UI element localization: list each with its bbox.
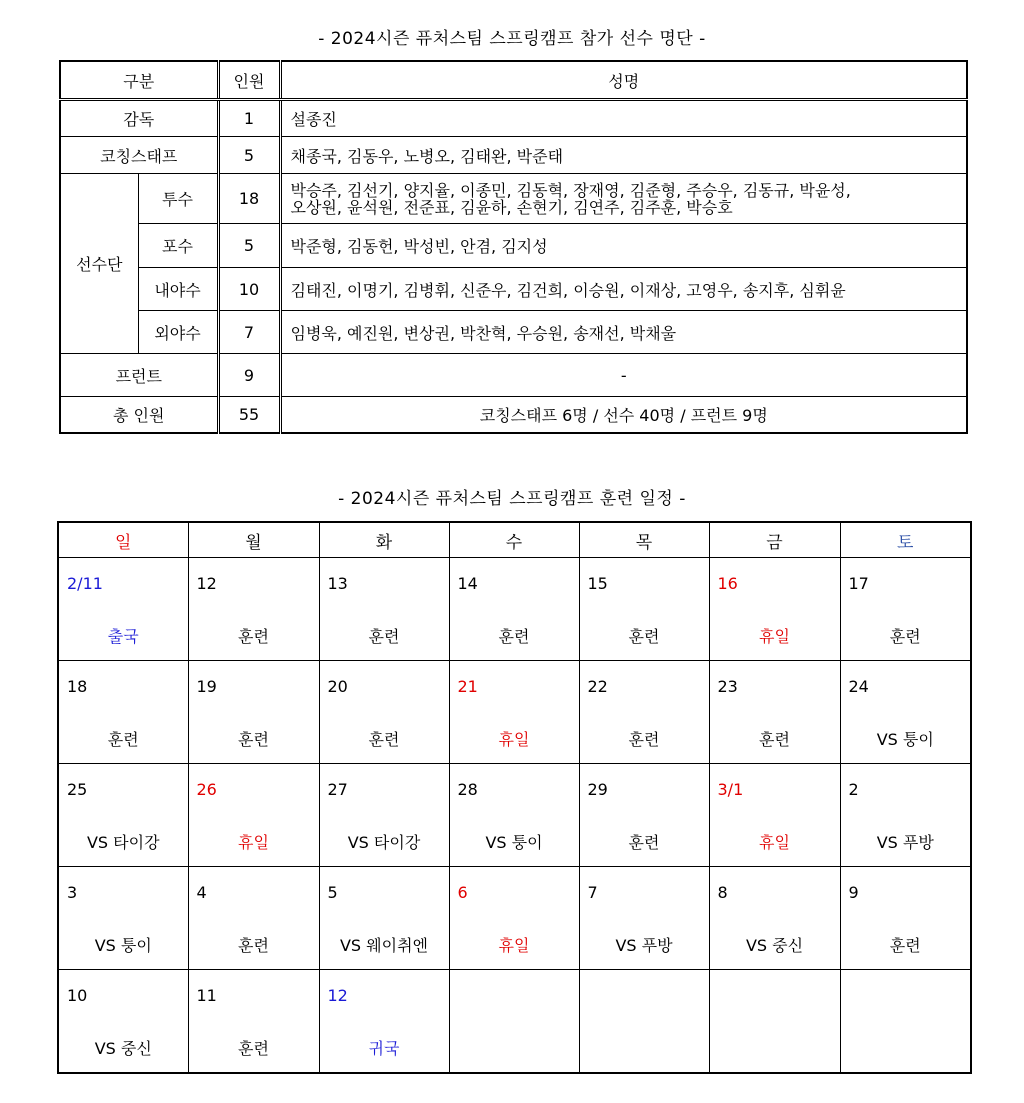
weekday-saturday: 토 <box>840 522 971 558</box>
day-cell-content <box>580 867 709 969</box>
day-date: 21 <box>457 677 478 696</box>
day-cell-content <box>189 764 319 866</box>
calendar-day-cell <box>840 970 971 1074</box>
roster-title: - 2024시즌 퓨처스팀 스프링캠프 참가 선수 명단 - <box>318 29 706 49</box>
infielders-label: 내야수 <box>138 268 218 311</box>
roster-row-total <box>60 397 967 433</box>
day-cell-content <box>189 867 319 969</box>
calendar-day-cell <box>188 867 319 970</box>
calendar-week-row <box>58 661 971 764</box>
outfielders-count: 7 <box>218 311 280 354</box>
roster-row-pitchers <box>60 174 967 224</box>
calendar-day-cell <box>579 764 709 867</box>
day-date: 4 <box>196 883 207 902</box>
day-event: VS 중신 <box>745 936 804 955</box>
day-event: VS 푸방 <box>615 936 673 955</box>
calendar-day-cell <box>449 661 579 764</box>
calendar-week-row <box>58 867 971 970</box>
day-cell-content <box>841 970 971 1072</box>
weekday-thursday: 목 <box>579 522 709 558</box>
coaching-count: 5 <box>218 137 280 174</box>
day-cell-content <box>580 764 709 866</box>
day-cell-content <box>450 764 579 866</box>
day-date: 16 <box>717 574 738 593</box>
day-event: 훈련 <box>238 936 269 955</box>
day-date: 12 <box>196 574 217 593</box>
day-cell-content <box>841 764 971 866</box>
calendar-day-cell <box>709 764 840 867</box>
day-cell-content <box>710 661 840 763</box>
day-date: 7 <box>587 883 598 902</box>
day-cell-content <box>320 558 449 660</box>
calendar-day-cell <box>319 558 449 661</box>
day-date: 10 <box>67 986 88 1005</box>
day-date: 15 <box>587 574 608 593</box>
schedule-title: - 2024시즌 퓨처스팀 스프링캠프 훈련 일정 - <box>338 489 686 509</box>
day-event: 훈련 <box>498 627 530 646</box>
day-date: 3/1 <box>717 780 744 799</box>
day-date: 22 <box>587 677 608 696</box>
day-cell-content <box>841 558 971 660</box>
calendar-day-cell <box>58 970 188 1074</box>
weekday-tuesday: 화 <box>319 522 449 558</box>
day-date: 23 <box>717 677 738 696</box>
calendar-day-cell <box>319 764 449 867</box>
roster-header-row <box>60 61 967 100</box>
day-event: VS 타이강 <box>347 833 421 852</box>
day-date: 27 <box>327 780 348 799</box>
calendar-week-row <box>58 764 971 867</box>
players-label: 선수단 <box>60 174 138 354</box>
day-date: 9 <box>848 883 859 902</box>
day-event: 훈련 <box>238 1039 269 1058</box>
roster-row-manager <box>60 100 967 137</box>
calendar-day-cell <box>579 558 709 661</box>
day-cell-content <box>710 867 840 969</box>
day-date: 29 <box>587 780 608 799</box>
day-cell-content <box>320 764 449 866</box>
roster-table <box>59 60 968 434</box>
header-names: 성명 <box>280 61 967 100</box>
weekday-monday: 월 <box>188 522 319 558</box>
day-date: 28 <box>457 780 478 799</box>
day-date: 25 <box>67 780 88 799</box>
day-cell-content <box>710 970 840 1072</box>
day-event: 훈련 <box>889 627 921 646</box>
day-cell-content <box>320 867 449 969</box>
day-date: 11 <box>196 986 217 1005</box>
day-date: 3 <box>67 883 78 902</box>
day-cell-content <box>59 558 188 660</box>
calendar-day-cell <box>579 970 709 1074</box>
weekday-wednesday: 수 <box>449 522 579 558</box>
calendar-day-cell <box>709 867 840 970</box>
day-date: 20 <box>327 677 348 696</box>
roster-row-front <box>60 354 967 397</box>
calendar-day-cell <box>319 970 449 1074</box>
calendar-day-cell <box>58 661 188 764</box>
calendar-day-cell <box>709 970 840 1074</box>
day-cell-content <box>59 867 188 969</box>
header-category: 구분 <box>60 61 218 100</box>
day-event: VS 푸방 <box>876 833 934 852</box>
day-event: 훈련 <box>889 936 921 955</box>
calendar-day-cell <box>840 661 971 764</box>
calendar-day-cell <box>58 867 188 970</box>
catchers-names: 박준형, 김동헌, 박성빈, 안겸, 김지성 <box>280 224 967 268</box>
day-date: 17 <box>848 574 869 593</box>
calendar-day-cell <box>840 558 971 661</box>
day-event: 귀국 <box>368 1039 400 1058</box>
manager-label: 감독 <box>60 100 218 137</box>
day-event: 휴일 <box>238 833 269 852</box>
day-date: 24 <box>848 677 869 696</box>
front-count: 9 <box>218 354 280 397</box>
day-date: 26 <box>196 780 217 799</box>
calendar-day-cell <box>58 558 188 661</box>
manager-names: 설종진 <box>280 100 967 137</box>
calendar-day-cell <box>58 764 188 867</box>
calendar-day-cell <box>579 867 709 970</box>
infielders-names: 김태진, 이명기, 김병휘, 신준우, 김건희, 이승원, 이재상, 고영우, 송지후, 심휘윤 <box>280 268 967 311</box>
weekday-header-row <box>58 522 971 558</box>
day-cell-content <box>580 661 709 763</box>
day-date: 2/11 <box>67 574 103 593</box>
total-label: 총 인원 <box>60 397 218 433</box>
weekday-sunday: 일 <box>58 522 188 558</box>
day-cell-content <box>450 867 579 969</box>
pitchers-count: 18 <box>218 174 280 224</box>
header-count: 인원 <box>218 61 280 100</box>
day-date: 6 <box>457 883 468 902</box>
day-event: 휴일 <box>759 627 790 646</box>
calendar-day-cell <box>188 970 319 1074</box>
day-cell-content <box>189 558 319 660</box>
roster-row-outfielders <box>60 311 967 354</box>
manager-count: 1 <box>218 100 280 137</box>
day-cell-content <box>59 970 188 1072</box>
roster-row-infielders <box>60 268 967 311</box>
outfielders-names: 임병욱, 예진원, 변상권, 박찬혁, 우승원, 송재선, 박채울 <box>280 311 967 354</box>
day-date: 5 <box>327 883 338 902</box>
day-cell-content <box>841 867 971 969</box>
day-event: 훈련 <box>628 730 660 749</box>
day-event: 휴일 <box>759 833 790 852</box>
day-event: 출국 <box>107 627 139 646</box>
day-event: VS 퉁이 <box>876 730 934 749</box>
total-summary: 코칭스태프 6명 / 선수 40명 / 프런트 9명 <box>280 397 967 433</box>
day-event: VS 퉁이 <box>94 936 152 955</box>
day-cell-content <box>320 661 449 763</box>
catchers-count: 5 <box>218 224 280 268</box>
day-cell-content <box>189 661 319 763</box>
day-cell-content <box>580 558 709 660</box>
day-event: 훈련 <box>628 833 660 852</box>
roster-row-coaching <box>60 137 967 174</box>
day-date: 8 <box>717 883 728 902</box>
pitchers-names <box>280 174 967 224</box>
calendar-day-cell <box>449 867 579 970</box>
front-names: - <box>280 354 967 397</box>
day-date: 14 <box>457 574 478 593</box>
calendar-day-cell <box>709 661 840 764</box>
day-event: 훈련 <box>759 730 790 749</box>
calendar-day-cell <box>319 867 449 970</box>
day-event: 휴일 <box>498 730 530 749</box>
calendar-day-cell <box>709 558 840 661</box>
calendar-day-cell <box>840 867 971 970</box>
day-event: 훈련 <box>107 730 139 749</box>
catchers-label: 포수 <box>138 224 218 268</box>
day-cell-content <box>580 970 709 1072</box>
day-cell-content <box>450 970 579 1072</box>
calendar-day-cell <box>188 764 319 867</box>
calendar-day-cell <box>579 661 709 764</box>
calendar-day-cell <box>449 970 579 1074</box>
day-event: 훈련 <box>368 627 400 646</box>
day-event: VS 퉁이 <box>485 833 543 852</box>
day-event: 훈련 <box>368 730 400 749</box>
day-cell-content <box>450 558 579 660</box>
day-date: 19 <box>196 677 217 696</box>
day-event: 휴일 <box>498 936 530 955</box>
day-cell-content <box>450 661 579 763</box>
day-event: VS 웨이취엔 <box>339 936 428 955</box>
day-cell-content <box>189 970 319 1072</box>
calendar-day-cell <box>449 764 579 867</box>
day-cell-content <box>59 764 188 866</box>
front-label: 프런트 <box>60 354 218 397</box>
calendar-day-cell <box>840 764 971 867</box>
day-date: 12 <box>327 986 348 1005</box>
day-cell-content <box>841 661 971 763</box>
total-count: 55 <box>218 397 280 433</box>
day-cell-content <box>320 970 449 1072</box>
pitchers-names-line1: 박승주, 김선기, 양지율, 이종민, 김동혁, 장재영, 김준형, 주승우, 김동규, 박윤성, <box>290 180 851 200</box>
calendar-day-cell <box>319 661 449 764</box>
infielders-count: 10 <box>218 268 280 311</box>
calendar-week-row <box>58 558 971 661</box>
day-cell-content <box>710 764 840 866</box>
day-event: 훈련 <box>628 627 660 646</box>
day-event: 훈련 <box>238 730 269 749</box>
calendar-day-cell <box>449 558 579 661</box>
day-date: 18 <box>67 677 88 696</box>
day-event: VS 중신 <box>94 1039 152 1058</box>
day-date: 2 <box>848 780 859 799</box>
outfielders-label: 외야수 <box>138 311 218 354</box>
day-date: 13 <box>327 574 348 593</box>
coaching-label: 코칭스태프 <box>60 137 218 174</box>
calendar-body <box>58 558 971 1074</box>
day-cell-content <box>59 661 188 763</box>
day-event: VS 타이강 <box>86 833 160 852</box>
day-event: 훈련 <box>238 627 269 646</box>
weekday-friday: 금 <box>709 522 840 558</box>
pitchers-names-line2: 오상원, 윤석원, 전준표, 김윤하, 손현기, 김연주, 김주훈, 박승호 <box>290 197 733 217</box>
pitchers-label: 투수 <box>138 174 218 224</box>
schedule-calendar <box>57 521 972 1074</box>
coaching-names: 채종국, 김동우, 노병오, 김태완, 박준태 <box>280 137 967 174</box>
roster-row-catchers <box>60 224 967 268</box>
calendar-week-row <box>58 970 971 1074</box>
day-cell-content <box>710 558 840 660</box>
calendar-day-cell <box>188 558 319 661</box>
calendar-day-cell <box>188 661 319 764</box>
